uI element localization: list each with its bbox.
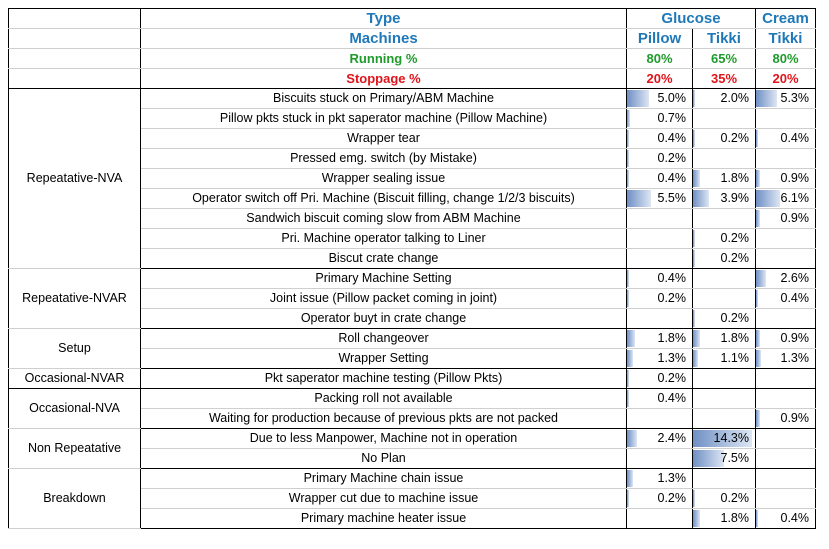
stoppage-glucose-tikki: 35% <box>693 69 756 89</box>
issue-label: Operator switch off Pri. Machine (Biscuit filling, change 1/2/3 biscuits) <box>141 189 627 209</box>
value-text: 1.3% <box>780 351 809 365</box>
issue-label: Pillow pkts stuck in pkt saperator machine (Pillow Machine) <box>141 109 627 129</box>
value-text: 0.4% <box>657 271 686 285</box>
stoppage-label: Stoppage % <box>141 69 627 89</box>
value-cell <box>693 449 756 469</box>
value-cell <box>756 449 816 469</box>
issue-label: Pri. Machine operator talking to Liner <box>141 229 627 249</box>
issue-label: Primary Machine Setting <box>141 269 627 289</box>
running-label: Running % <box>141 49 627 69</box>
type-label: Type <box>141 9 627 29</box>
value-cell <box>693 309 756 329</box>
value-text: 0.2% <box>720 231 749 245</box>
value-text: 0.2% <box>657 291 686 305</box>
issue-label: Waiting for production because of previous pkts are not packed <box>141 409 627 429</box>
running-pillow: 80% <box>627 49 693 69</box>
issue-label: No Plan <box>141 449 627 469</box>
issue-label: Biscut crate change <box>141 249 627 269</box>
value-text: 0.4% <box>657 391 686 405</box>
value-text: 3.9% <box>720 191 749 205</box>
value-text: 0.9% <box>780 211 809 225</box>
category-cell: Breakdown <box>9 469 141 529</box>
value-cell <box>756 149 816 169</box>
value-cell <box>693 509 756 529</box>
category-cell: Setup <box>9 329 141 369</box>
value-cell <box>627 89 693 109</box>
value-cell <box>693 349 756 369</box>
cream-header: Cream <box>756 9 816 29</box>
value-cell <box>627 149 693 169</box>
value-cell <box>756 249 816 269</box>
glucose-header: Glucose <box>627 9 756 29</box>
blank-header-cell <box>9 9 141 29</box>
value-cell <box>627 329 693 349</box>
machines-label: Machines <box>141 29 627 49</box>
table-row <box>9 389 816 409</box>
value-text: 1.3% <box>657 351 686 365</box>
issue-label: Operator buyt in crate change <box>141 309 627 329</box>
category-cell: Occasional-NVA <box>9 389 141 429</box>
value-text: 1.3% <box>657 471 686 485</box>
value-cell <box>756 209 816 229</box>
value-cell <box>693 89 756 109</box>
value-cell <box>693 209 756 229</box>
column-cream-tikki: Tikki <box>756 29 816 49</box>
value-text: 1.1% <box>720 351 749 365</box>
issue-label: Packing roll not available <box>141 389 627 409</box>
value-cell <box>693 329 756 349</box>
value-text: 0.2% <box>720 131 749 145</box>
issue-label: Wrapper tear <box>141 129 627 149</box>
value-text: 0.4% <box>657 171 686 185</box>
value-text: 0.9% <box>780 411 809 425</box>
value-text: 2.4% <box>657 431 686 445</box>
issue-label: Roll changeover <box>141 329 627 349</box>
value-text: 0.4% <box>780 291 809 305</box>
table-row <box>9 469 816 489</box>
stoppage-pillow: 20% <box>627 69 693 89</box>
value-cell <box>756 349 816 369</box>
column-pillow: Pillow <box>627 29 693 49</box>
value-cell <box>756 129 816 149</box>
table-row <box>9 89 816 109</box>
value-text: 2.0% <box>720 91 749 105</box>
value-cell <box>627 189 693 209</box>
value-cell <box>693 429 756 449</box>
value-text: 0.7% <box>657 111 686 125</box>
issue-label: Due to less Manpower, Machine not in operation <box>141 429 627 449</box>
value-text: 1.8% <box>720 171 749 185</box>
value-cell <box>627 129 693 149</box>
value-cell <box>756 509 816 529</box>
value-cell <box>756 109 816 129</box>
value-text: 14.3% <box>713 431 749 445</box>
value-cell <box>627 409 693 429</box>
issue-label: Wrapper cut due to machine issue <box>141 489 627 509</box>
value-cell <box>756 269 816 289</box>
value-cell <box>627 229 693 249</box>
value-cell <box>756 469 816 489</box>
value-text: 0.4% <box>780 511 809 525</box>
issue-label: Wrapper sealing issue <box>141 169 627 189</box>
issue-label: Pkt saperator machine testing (Pillow Pkts) <box>141 369 627 389</box>
table-row <box>9 429 816 449</box>
value-text: 1.8% <box>720 331 749 345</box>
value-cell <box>627 349 693 369</box>
value-cell <box>693 189 756 209</box>
value-text: 0.2% <box>720 491 749 505</box>
issue-label: Biscuits stuck on Primary/ABM Machine <box>141 89 627 109</box>
value-cell <box>756 389 816 409</box>
value-text: 0.9% <box>780 171 809 185</box>
issue-label: Sandwich biscuit coming slow from ABM Machine <box>141 209 627 229</box>
value-cell <box>627 169 693 189</box>
value-cell <box>627 509 693 529</box>
value-cell <box>627 469 693 489</box>
value-text: 0.2% <box>657 151 686 165</box>
value-cell <box>693 409 756 429</box>
value-cell <box>627 369 693 389</box>
value-cell <box>627 289 693 309</box>
category-cell: Repeatative-NVAR <box>9 269 141 329</box>
value-cell <box>756 489 816 509</box>
running-glucose-tikki: 65% <box>693 49 756 69</box>
value-text: 1.8% <box>720 511 749 525</box>
value-cell <box>627 269 693 289</box>
value-cell <box>627 249 693 269</box>
value-text: 0.2% <box>720 251 749 265</box>
value-text: 5.0% <box>657 91 686 105</box>
value-cell <box>693 489 756 509</box>
value-cell <box>693 129 756 149</box>
value-cell <box>756 369 816 389</box>
value-text: 0.2% <box>657 371 686 385</box>
issue-label: Pressed emg. switch (by Mistake) <box>141 149 627 169</box>
category-cell: Non Repeatative <box>9 429 141 469</box>
value-cell <box>756 89 816 109</box>
value-text: 5.5% <box>657 191 686 205</box>
issue-label: Wrapper Setting <box>141 349 627 369</box>
value-text: 5.3% <box>780 91 809 105</box>
value-cell <box>756 429 816 449</box>
issue-label: Joint issue (Pillow packet coming in joint) <box>141 289 627 309</box>
value-cell <box>693 109 756 129</box>
table-row <box>9 269 816 289</box>
table-row <box>9 329 816 349</box>
value-text: 0.4% <box>657 131 686 145</box>
value-cell <box>627 309 693 329</box>
value-cell <box>627 109 693 129</box>
value-text: 1.8% <box>657 331 686 345</box>
value-text: 0.4% <box>780 131 809 145</box>
value-cell <box>693 469 756 489</box>
table-row <box>9 369 816 389</box>
stoppage-cream-tikki: 20% <box>756 69 816 89</box>
downtime-table <box>8 8 816 529</box>
value-cell <box>627 209 693 229</box>
value-text: 7.5% <box>720 451 749 465</box>
value-cell <box>693 289 756 309</box>
value-cell <box>756 309 816 329</box>
value-cell <box>756 169 816 189</box>
value-text: 0.9% <box>780 331 809 345</box>
value-cell <box>693 149 756 169</box>
value-cell <box>756 289 816 309</box>
value-cell <box>693 389 756 409</box>
value-cell <box>693 369 756 389</box>
value-cell <box>693 229 756 249</box>
value-text: 0.2% <box>657 491 686 505</box>
value-text: 6.1% <box>780 191 809 205</box>
value-cell <box>693 249 756 269</box>
running-cream-tikki: 80% <box>756 49 816 69</box>
issue-label: Primary machine heater issue <box>141 509 627 529</box>
value-cell <box>627 449 693 469</box>
value-cell <box>627 389 693 409</box>
value-cell <box>756 329 816 349</box>
value-text: 0.2% <box>720 311 749 325</box>
value-cell <box>756 409 816 429</box>
value-cell <box>693 269 756 289</box>
value-cell <box>627 489 693 509</box>
value-cell <box>693 169 756 189</box>
column-glucose-tikki: Tikki <box>693 29 756 49</box>
value-cell <box>756 229 816 249</box>
value-cell <box>756 189 816 209</box>
issue-label: Primary Machine chain issue <box>141 469 627 489</box>
category-cell: Occasional-NVAR <box>9 369 141 389</box>
value-cell <box>627 429 693 449</box>
category-cell: Repeatative-NVA <box>9 89 141 269</box>
value-text: 2.6% <box>780 271 809 285</box>
